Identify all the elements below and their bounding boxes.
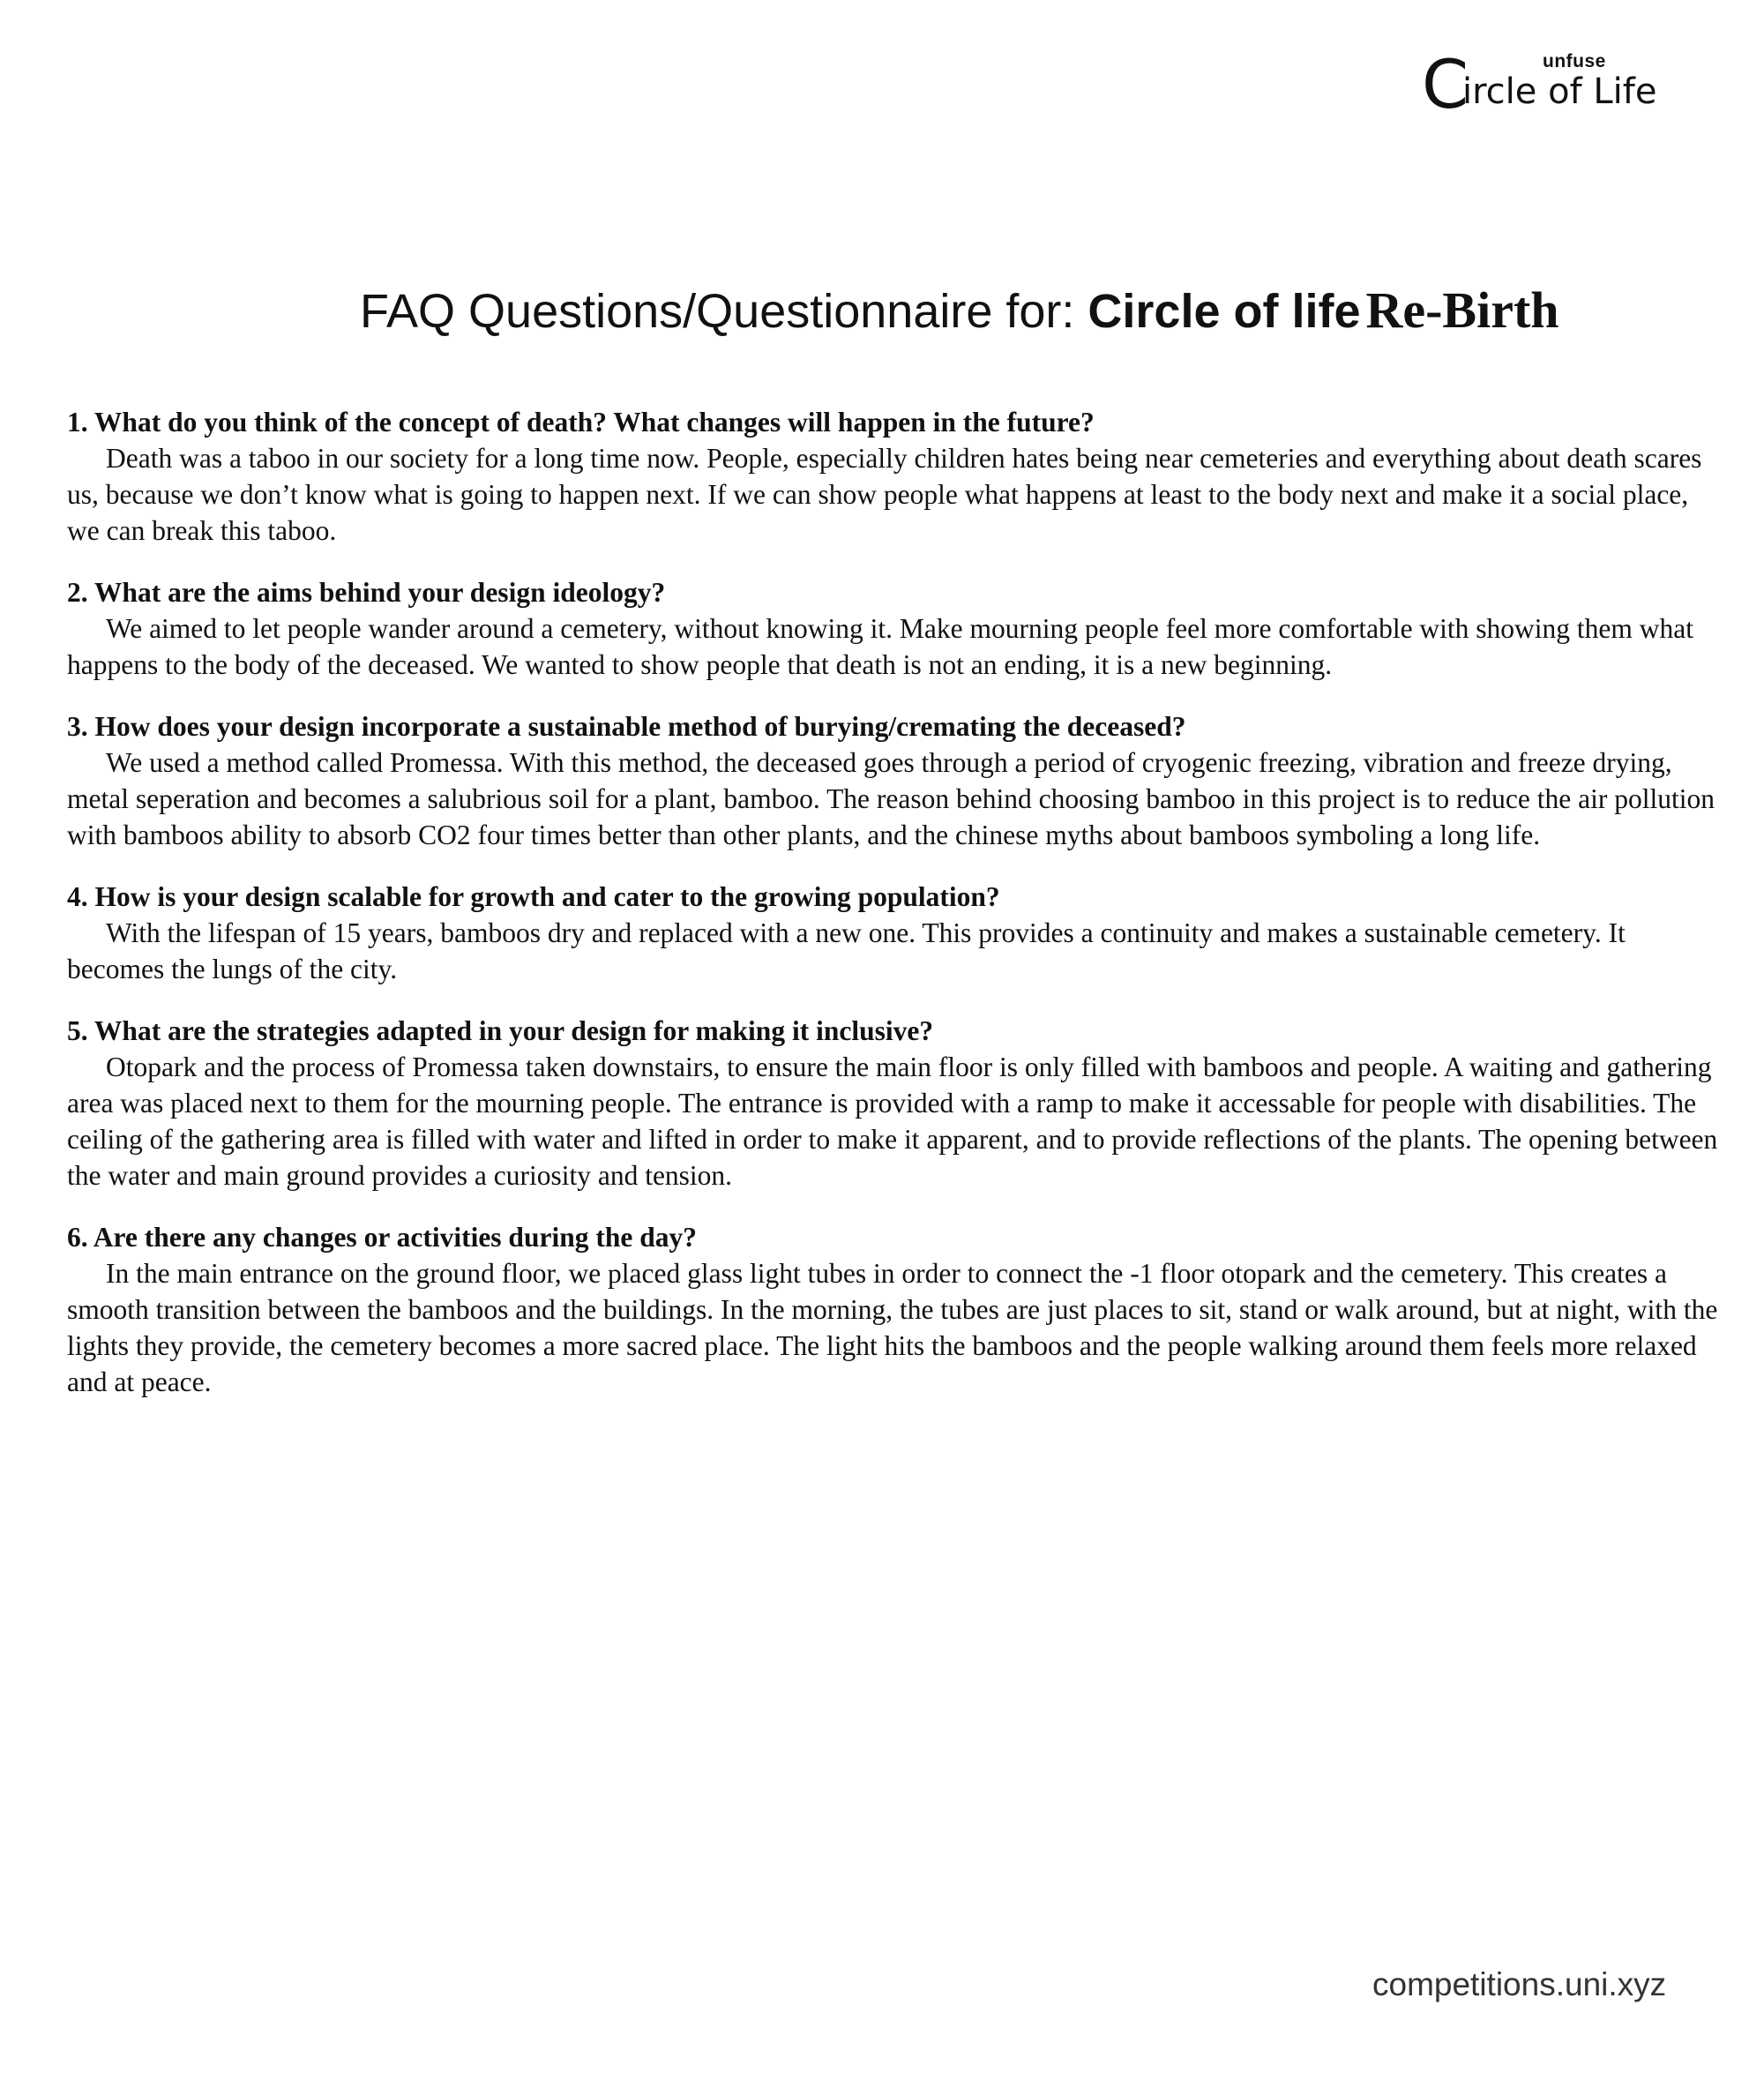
title-project-suffix: Re-Birth [1365, 281, 1559, 339]
faq-list [67, 404, 1725, 1426]
footer-site-url: competitions.uni.xyz [1372, 1966, 1667, 2002]
logo-initial: C [1422, 45, 1469, 123]
faq-item-1 [67, 404, 1725, 549]
faq-question: 3. How does your design incorporate a sustainable method of burying/cremating the deceased? [67, 711, 1186, 742]
faq-answer: We used a method called Promessa. With this method, the deceased goes through a period of cryogenic freezing, vibration and freeze drying, metal seperation and becomes a salubrious soil for a plant, bamboo. The reason behind choosing bamboo in this project is to reduce the air pollution with bamboos ability to absorb CO2 four times better than other plants, and the chinese myths about bamboos symboling a long life. [67, 747, 1715, 850]
page-title [0, 281, 1764, 340]
logo-unfuse-text: unfuse [1543, 51, 1606, 71]
faq-answer: Otopark and the process of Promessa taken downstairs, to ensure the main floor is only filled with bamboos and people. A waiting and gathering area was placed next to them for the mourning people. The entrance is provided with a ramp to make it accessable for people with disabilities. The ceiling of the gathering area is filled with water and lifted in order to make it apparent, and to provide reflections of the plants. The opening between the water and main ground provides a curiosity and tension. [67, 1051, 1718, 1191]
faq-answer: Death was a taboo in our society for a long time now. People, especially children hates being near cemeteries and everything about death scares us, because we don’t know what is going to happen next. If we can show people what happens at least to the body next and make it a social place, we can break this taboo. [67, 443, 1702, 546]
faq-question: 1. What do you think of the concept of death? What changes will happen in the future? [67, 407, 1095, 438]
faq-item-2 [67, 574, 1725, 683]
title-project-name: Circle of life [1088, 285, 1361, 338]
title-prefix: FAQ Questions/Questionnaire for: [360, 285, 1088, 338]
faq-question: 2. What are the aims behind your design ideology? [67, 577, 666, 608]
faq-question: 6. Are there any changes or activities during the day? [67, 1222, 697, 1253]
logo-wordmark: ircle of Life [1462, 71, 1657, 112]
faq-answer: In the main entrance on the ground floor, we placed glass light tubes in order to connect the -1 floor otopark and the cemetery. This creates a smooth transition between the bamboos and the buildings. In the morning, the tubes are just places to sit, stand or walk around, but at night, with the lights they provide, the cemetery becomes a more sacred place. The light hits the bamboos and the people walking around them feels more relaxed and at peace. [67, 1258, 1718, 1397]
faq-question: 5. What are the strategies adapted in your design for making it inclusive? [67, 1015, 934, 1046]
brand-logo [1422, 45, 1713, 123]
faq-question: 4. How is your design scalable for growth and cater to the growing population? [67, 881, 1000, 912]
faq-item-4 [67, 879, 1725, 987]
faq-item-5 [67, 1013, 1725, 1194]
faq-item-3 [67, 708, 1725, 853]
faq-answer: With the lifespan of 15 years, bamboos dry and replaced with a new one. This provides a continuity and makes a sustainable cemetery. It becomes the lungs of the city. [67, 917, 1626, 984]
faq-item-6 [67, 1219, 1725, 1400]
faq-answer: We aimed to let people wander around a cemetery, without knowing it. Make mourning people feel more comfortable with showing them what happens to the body of the deceased. We wanted to show people that death is not an ending, it is a new beginning. [67, 613, 1694, 680]
